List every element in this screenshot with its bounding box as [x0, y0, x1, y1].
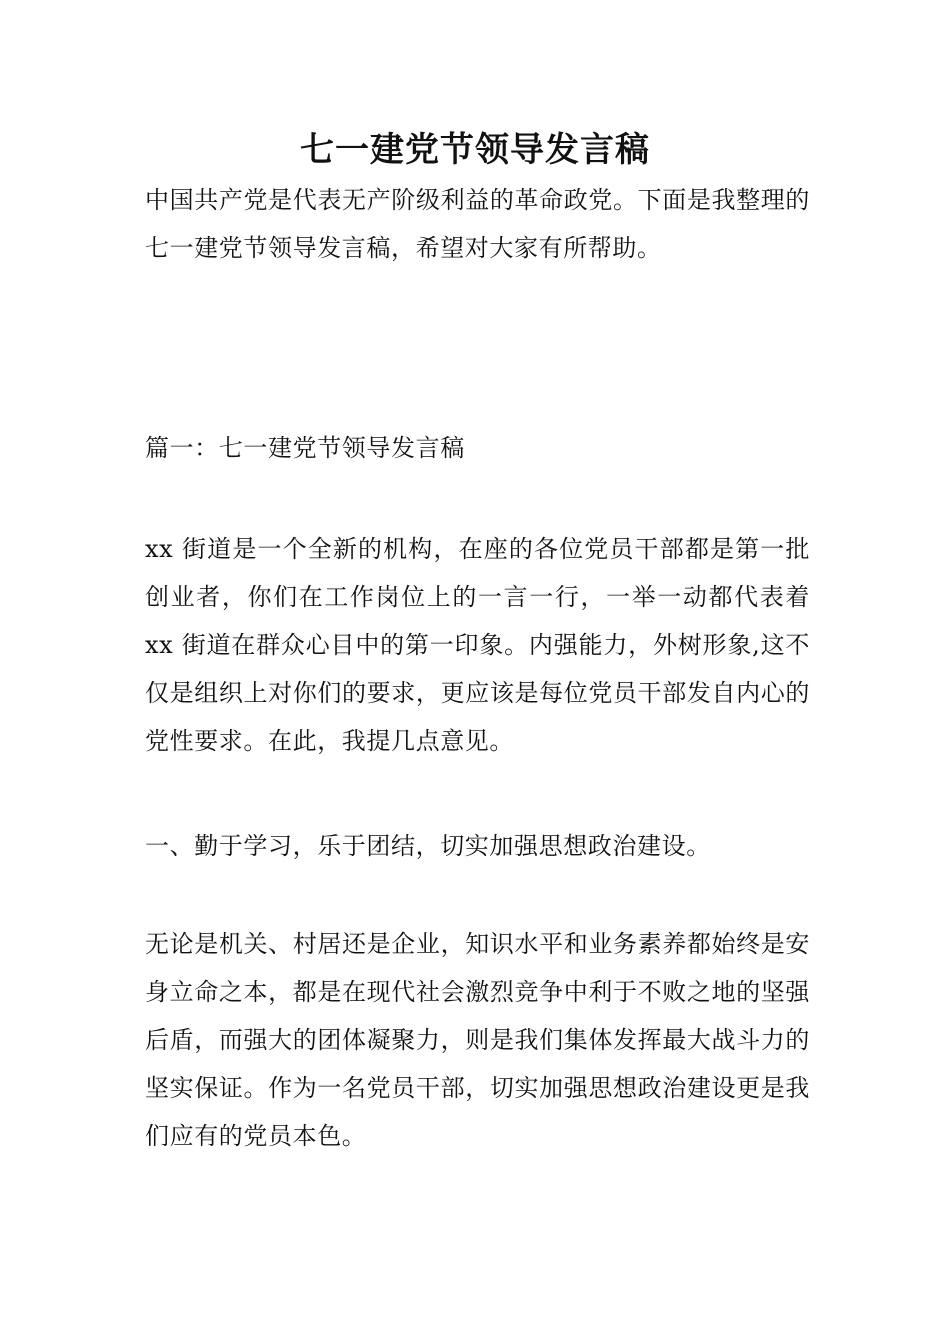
subsection-heading: 一、勤于学习，乐于团结，切实加强思想政治建设。 [145, 832, 711, 860]
document-title: 七一建党节领导发言稿 [300, 130, 650, 170]
body-paragraph: xx 街道是一个全新的机构，在座的各位党员干部都是第一批创业者，你们在工作岗位上的一言一行，一举一动都代表着 xx 街道在群众心目中的第一印象。内强能力，外树形象,这不仅是组织上对你们的要求，更应该是每位党员干部发自内心的党性要求。在此，我提几点意见。 [145, 535, 810, 755]
intro-paragraph: 中国共产党是代表无产阶级利益的革命政党。下面是我整理的七一建党节领导发言稿，希望对大家有所帮助。 [145, 186, 810, 262]
section-heading: 篇一：七一建党节领导发言稿 [145, 434, 465, 462]
body-paragraph: 无论是机关、村居还是企业，知识水平和业务素养都始终是安身立命之本，都是在现代社会激烈竞争中利于不败之地的坚强后盾，而强大的团体凝聚力，则是我们集体发挥最大战斗力的坚实保证。作为一名党员干部，切实加强思想政治建设更是我们应有的党员本色。 [145, 930, 810, 1150]
